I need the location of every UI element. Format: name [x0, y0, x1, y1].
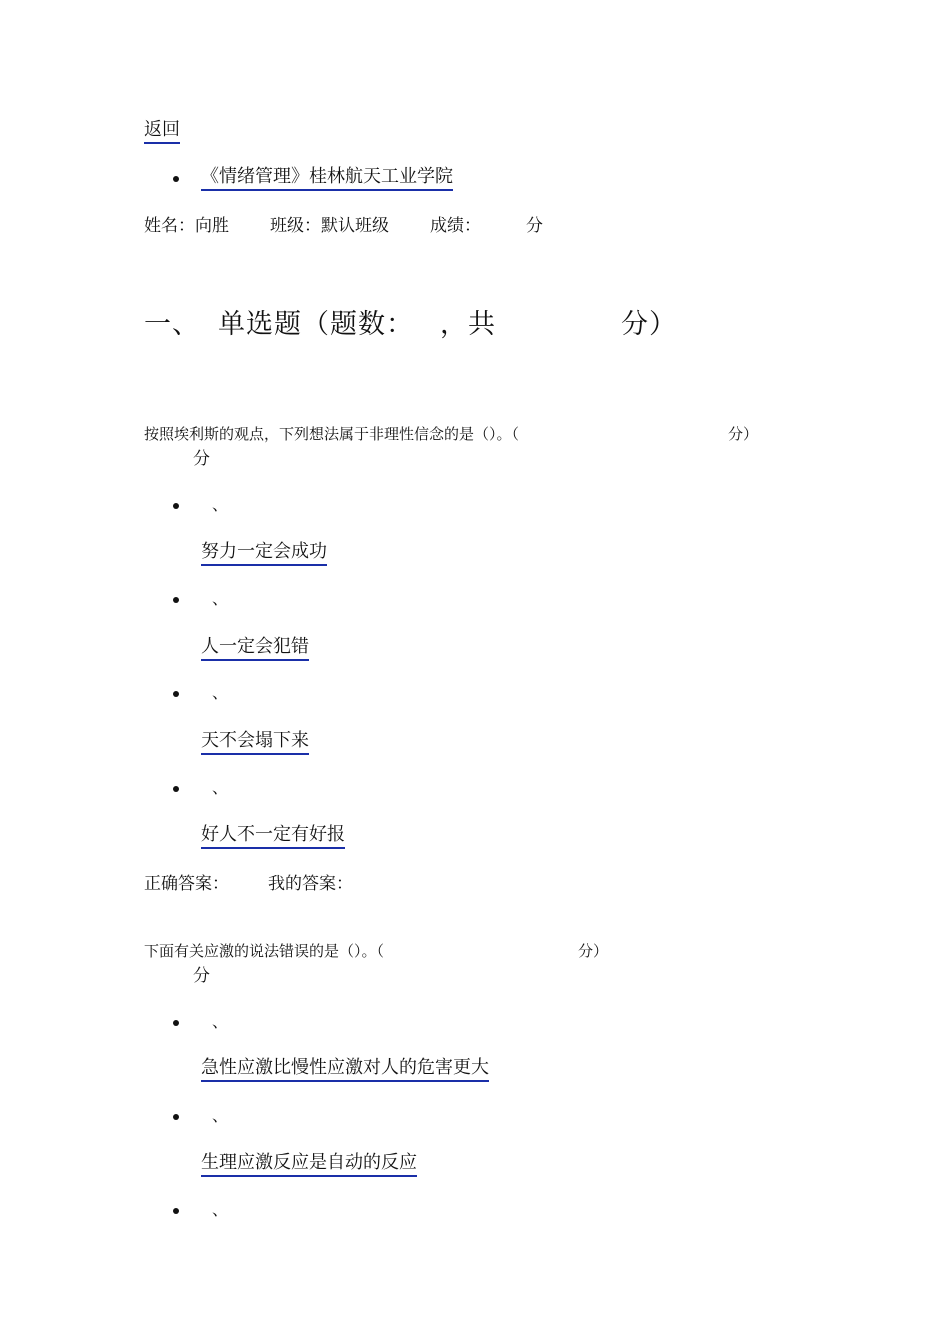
- question-score-unit: 分: [193, 449, 210, 469]
- name-value: 向胜: [195, 216, 229, 236]
- question-score-unit: 分: [193, 966, 210, 986]
- class-info: [270, 211, 389, 236]
- option-c-link[interactable]: 天不会塌下来: [201, 726, 309, 755]
- bullet-icon: [173, 1208, 179, 1214]
- option-d-link[interactable]: 好人不一定有好报: [201, 820, 345, 849]
- option-marker: 、: [212, 495, 229, 514]
- bullet-icon: [173, 691, 179, 697]
- bullet-icon: [173, 503, 179, 509]
- option-marker: 、: [212, 778, 229, 797]
- correct-answer-label: 正确答案：: [144, 874, 229, 894]
- bullet-icon: [173, 1020, 179, 1026]
- option-b-link[interactable]: 生理应激反应是自动的反应: [201, 1148, 417, 1177]
- student-info: [144, 211, 229, 236]
- bullet-icon: [173, 786, 179, 792]
- question-score-close: 分）: [578, 942, 609, 960]
- option-marker: 、: [212, 1200, 229, 1219]
- my-answer-label: 我的答案：: [268, 874, 353, 894]
- section-number: 一、: [144, 309, 200, 340]
- bullet-icon: [173, 597, 179, 603]
- option-a-link[interactable]: 努力一定会成功: [201, 537, 327, 566]
- section-type: 单选题（题数：: [218, 309, 414, 340]
- section-total: ，共: [440, 309, 496, 340]
- bullet-icon: [173, 1114, 179, 1120]
- question-score-close: 分）: [728, 425, 759, 443]
- class-label: 班级：: [270, 216, 321, 236]
- bullet-icon: [173, 176, 179, 182]
- question-text: 按照埃利斯的观点，下列想法属于非理性信念的是（）。（: [144, 425, 520, 443]
- name-label: 姓名：: [144, 216, 195, 236]
- class-value: 默认班级: [321, 216, 389, 236]
- question-text: 下面有关应激的说法错误的是（）。（: [144, 942, 385, 960]
- option-marker: 、: [212, 683, 229, 702]
- score-unit: 分: [526, 216, 543, 236]
- option-marker: 、: [212, 1012, 229, 1031]
- course-link[interactable]: 《情绪管理》桂林航天工业学院: [201, 162, 453, 191]
- option-a-link[interactable]: 急性应激比慢性应激对人的危害更大: [201, 1053, 489, 1082]
- option-b-link[interactable]: 人一定会犯错: [201, 632, 309, 661]
- option-marker: 、: [212, 589, 229, 608]
- option-marker: 、: [212, 1106, 229, 1125]
- back-link[interactable]: 返回: [144, 115, 180, 144]
- section-score-unit: 分）: [621, 309, 677, 340]
- score-label: 成绩：: [430, 216, 481, 236]
